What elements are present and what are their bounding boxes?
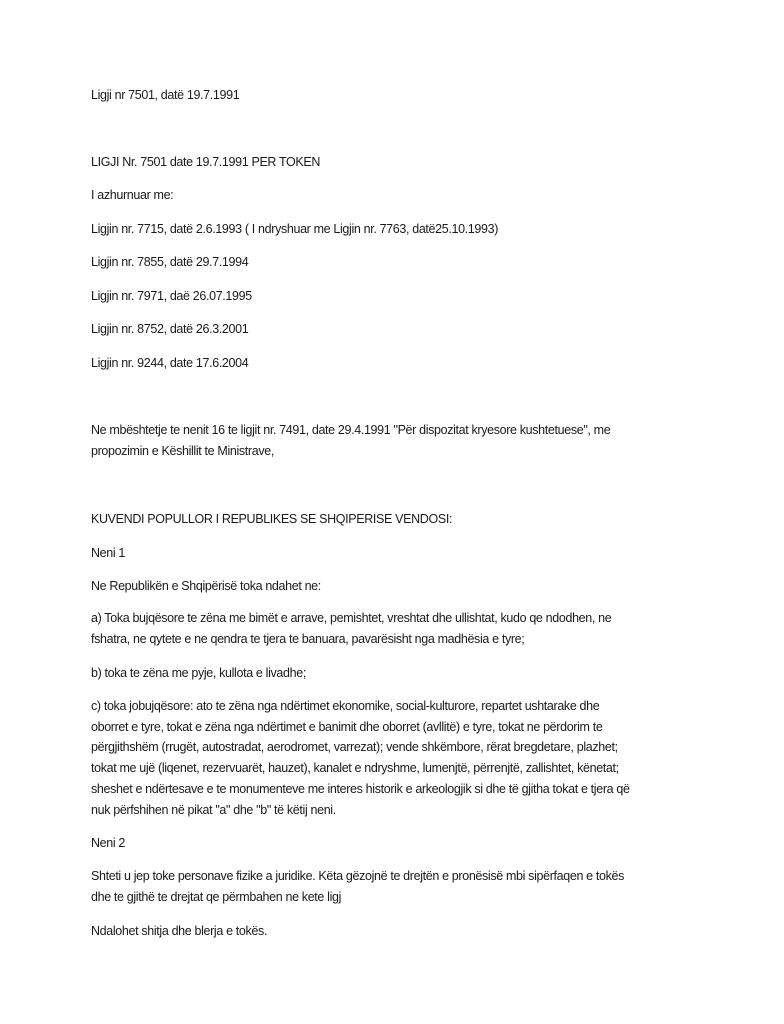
article-2-prohibition: Ndalohet shitja dhe blerja e tokës. bbox=[91, 924, 268, 938]
amendment-item: Ligjin nr. 7715, datë 2.6.1993 ( I ndryshuar me Ligjin nr. 7763, datë25.10.1993) bbox=[91, 222, 499, 236]
article-1-point-c bbox=[91, 696, 701, 820]
preamble-line: Ne mbështetje te nenit 16 te ligjit nr. 7491, date 29.4.1991 "Për dispozitat kryesore kushtetuese", me bbox=[91, 423, 611, 437]
amendment-item: Ligjin nr. 9244, date 17.6.2004 bbox=[91, 356, 249, 370]
law-title: LIGJI Nr. 7501 date 19.7.1991 PER TOKEN bbox=[91, 155, 321, 169]
amendment-item: Ligjin nr. 8752, datë 26.3.2001 bbox=[91, 322, 249, 336]
point-c-line: nuk përfshihen në pikat "a" dhe "b" të këtij neni. bbox=[91, 802, 336, 817]
article-1-title: Neni 1 bbox=[91, 546, 126, 560]
article-2-line: dhe te gjithë te drejtat qe përmbahen ne kete ligj bbox=[91, 889, 342, 904]
preamble-paragraph bbox=[91, 420, 701, 461]
point-a-line: a) Toka bujqësore te zëna me bimët e arrave, pemishtet, vreshtat dhe ullishtat, kudo qe ndodhen, ne bbox=[91, 611, 612, 625]
article-1-point-a bbox=[91, 608, 701, 649]
point-c-line: tokat me ujë (liqenet, rezervuarët, hauzet), kanalet e ndryshme, lumenjtë, përrenjtë, zallishtet, kënetat; bbox=[91, 761, 619, 776]
document-heading: Ligji nr 7501, datë 19.7.1991 bbox=[91, 88, 240, 102]
point-c-line: përgjithshëm (rrugët, autostradat, aerodromet, varrezat); vende shkëmbore, rërat bregdetare, plazhet; bbox=[91, 740, 618, 755]
point-a-line: fshatra, ne qytete e ne qendra te tjera te banuara, pavarësisht nga madhësia e tyre; bbox=[91, 631, 525, 646]
article-2-line: Shteti u jep toke personave fizike a juridike. Këta gëzojnë te drejtën e pronësisë mbi sipërfaqen e tokës bbox=[91, 869, 625, 883]
point-c-line: oborret e tyre, tokat e zëna nga ndërtimet e banimit dhe oborret (avllitë) e tyre, tokat ne përdorim te bbox=[91, 719, 603, 734]
article-2-body bbox=[91, 866, 701, 907]
assembly-decision: KUVENDI POPULLOR I REPUBLIKES SE SHQIPERISE VENDOSI: bbox=[91, 512, 453, 526]
amendment-item: Ligjin nr. 7855, datë 29.7.1994 bbox=[91, 255, 249, 269]
amended-label: I azhurnuar me: bbox=[91, 188, 174, 202]
article-1-point-b: b) toka te zëna me pyje, kullota e livadhe; bbox=[91, 666, 306, 680]
article-1-intro: Ne Republikën e Shqipërisë toka ndahet ne: bbox=[91, 579, 321, 593]
point-c-line: c) toka jobujqësore: ato te zëna nga ndërtimet ekonomike, social-kulturore, repartet ushtarake dhe bbox=[91, 699, 600, 713]
preamble-line: propozimin e Këshillit te Ministrave, bbox=[91, 443, 274, 458]
amendment-item: Ligjin nr. 7971, daë 26.07.1995 bbox=[91, 289, 252, 303]
point-c-line: sheshet e ndërtesave e te monumenteve me interes historik e arkeologjik si dhe të gjitha tokat e tjera që bbox=[91, 781, 630, 796]
article-2-title: Neni 2 bbox=[91, 836, 126, 850]
